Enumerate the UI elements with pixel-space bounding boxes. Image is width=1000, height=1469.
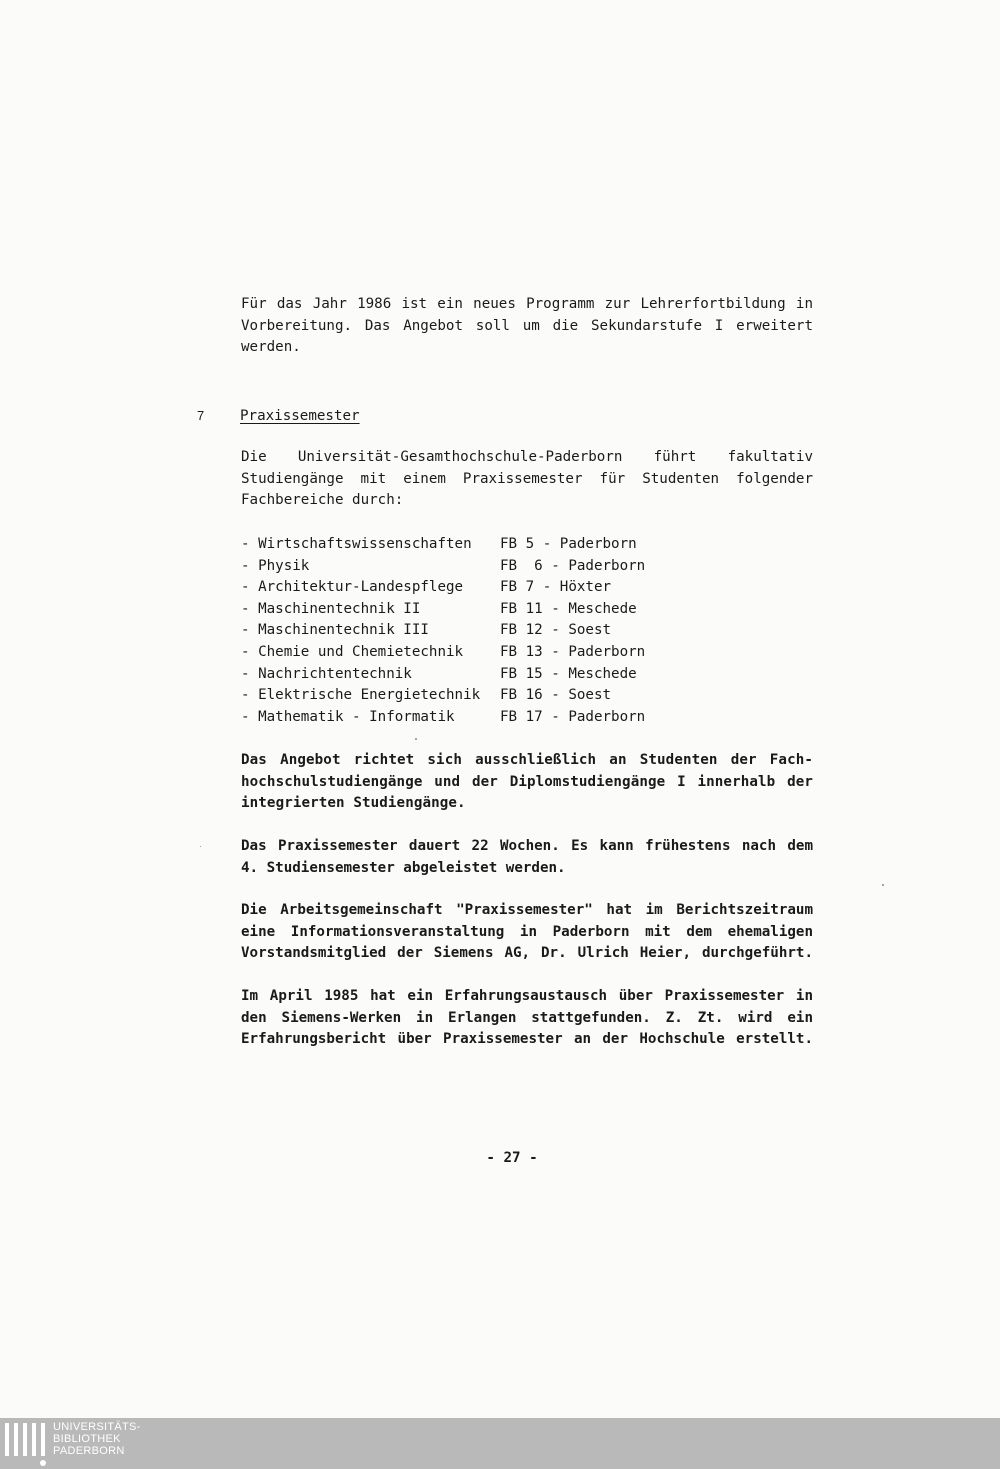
paragraph-teacher-training [241,294,813,359]
text-line: Studiengänge mit einem Praxissemester für Studenten folgender [241,470,813,487]
paragraph-working-group [241,900,813,965]
department-name: - Chemie und Chemietechnik [241,643,464,660]
department-fb: FB 11 - Meschede [500,600,637,617]
text-line: Das Angebot richtet sich ausschließlich an Studenten der Fach- [241,752,813,768]
text-line: werden. [241,339,301,356]
scan-speck [882,884,884,886]
logo-line: UNIVERSITÄTS- [53,1421,141,1433]
paragraph-experience-exchange [241,986,813,1051]
scan-speck [200,846,201,847]
page-number: - 27 - [486,1150,538,1166]
department-fb: FB 15 - Meschede [500,665,637,682]
text-line: Im April 1985 hat ein Erfahrungsaustausch über Praxissemester in [241,988,813,1004]
text-line: Vorstandsmitglied der Siemens AG, Dr. Ulrich Heier, durchgeführt. [241,945,813,962]
paragraph-intro [241,447,813,512]
paragraph-target-group [241,750,813,815]
text-line: Das Praxissemester dauert 22 Wochen. Es kann frühestens nach dem [241,838,813,854]
paragraph-duration [241,836,813,879]
department-name: - Maschinentechnik III [241,622,429,639]
logo-line: PADERBORN [53,1445,125,1457]
department-fb: FB 12 - Soest [500,622,612,639]
text-line: eine Informationsveranstaltung in Paderborn mit dem ehemaligen [241,923,813,940]
text-line: Für das Jahr 1986 ist ein neues Programm zur Lehrerfortbildung in [241,296,813,312]
library-logo-text [53,1421,141,1457]
department-name: - Wirtschaftswissenschaften [241,536,472,552]
scan-speck [415,738,417,740]
department-name: - Architektur-Landespflege [241,579,464,596]
footer-bar [0,1418,1000,1469]
department-name: - Elektrische Energietechnik [241,687,481,704]
text-line: Die Arbeitsgemeinschaft "Praxissemester" hat im Berichtszeitraum [241,902,813,918]
department-fb: FB 13 - Paderborn [500,643,646,660]
text-line: hochschulstudiengänge und der Diplomstudiengänge I innerhalb der [241,773,813,790]
department-name: - Nachrichtentechnik [241,665,412,682]
department-fb: FB 6 - Paderborn [500,557,646,574]
department-fb: FB 7 - Höxter [500,579,612,596]
department-name: - Maschinentechnik II [241,600,421,617]
department-fb: FB 16 - Soest [500,687,612,704]
department-name: - Mathematik - Informatik [241,708,455,725]
department-fb: FB 17 - Paderborn [500,708,646,725]
text-line: Vorbereitung. Das Angebot soll um die Sekundarstufe I erweitert [241,317,813,334]
text-line: Erfahrungsbericht über Praxissemester an der Hochschule erstellt. [241,1031,813,1048]
text-line: 4. Studiensemester abgeleistet werden. [241,859,566,876]
section-number: 7 [197,408,205,423]
text-line: Fachbereiche durch: [241,492,404,509]
text-line: den Siemens-Werken in Erlangen stattgefunden. Z. Zt. wird ein [241,1009,813,1026]
text-line: integrierten Studiengänge. [241,795,466,812]
library-logo-icon [4,1421,48,1467]
section-title: Praxissemester [240,408,360,424]
department-fb: FB 5 - Paderborn [500,536,637,552]
text-line: Die Universität-Gesamthochschule-Paderborn führt fakultativ [241,449,813,465]
department-name: - Physik [241,557,310,574]
logo-line: BIBLIOTHEK [53,1433,121,1445]
